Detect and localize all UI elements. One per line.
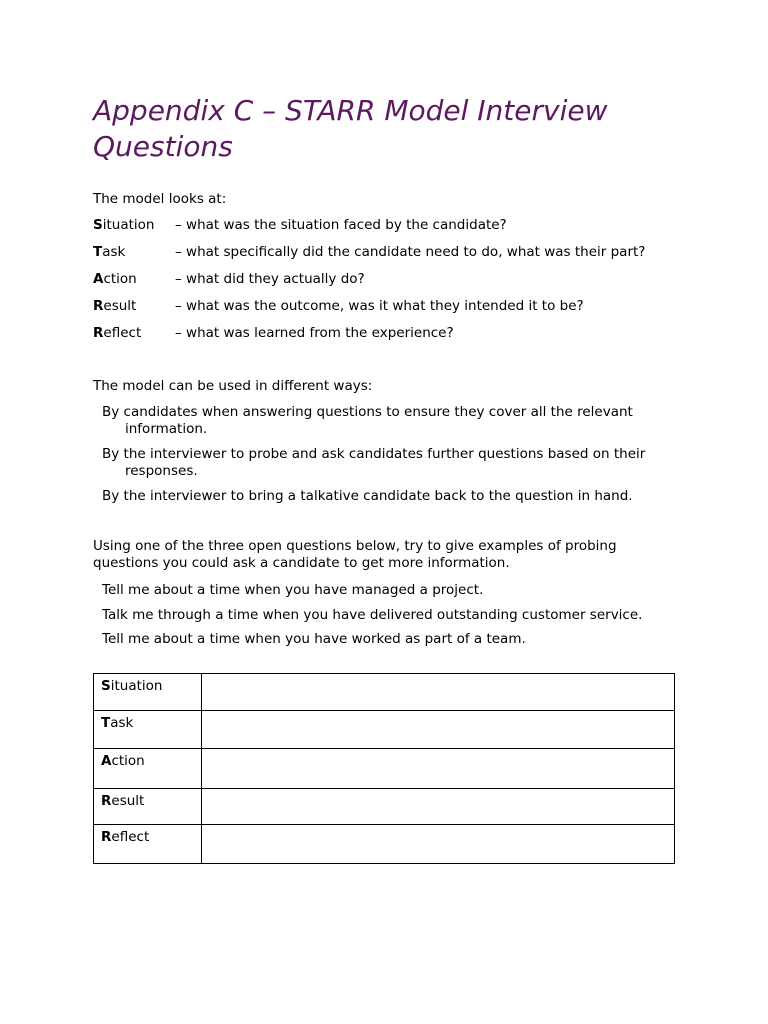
label-rest: ask: [110, 715, 134, 731]
answer-cell[interactable]: [202, 749, 675, 789]
row-label: [94, 749, 202, 789]
label-initial: R: [101, 793, 112, 809]
starr-term: [93, 270, 175, 288]
starr-term: [93, 216, 175, 234]
starr-row-reflect: [93, 324, 693, 351]
starr-description: – what was the situation faced by the candidate?: [175, 217, 507, 233]
row-label: [94, 674, 202, 711]
label-rest: ituation: [110, 678, 163, 694]
answer-cell[interactable]: [202, 711, 675, 749]
list-item: By candidates when answering questions to ensure they cover all the relevant information.: [102, 404, 633, 437]
starr-row-situation: [93, 216, 693, 243]
starr-description: – what was the outcome, was it what they intended it to be?: [175, 298, 584, 314]
starr-term: [93, 243, 175, 261]
model-intro: The model looks at:: [93, 191, 227, 207]
starr-term: [93, 324, 175, 342]
term-rest: eflect: [103, 325, 142, 341]
term-initial: R: [93, 325, 104, 341]
list-item: Tell me about a time when you have worked as part of a team.: [102, 631, 526, 647]
starr-row-action: [93, 270, 693, 297]
starr-term: [93, 297, 175, 315]
starr-description: – what was learned from the experience?: [175, 325, 454, 341]
term-rest: ask: [102, 244, 126, 260]
starr-description: – what did they actually do?: [175, 271, 365, 287]
term-initial: A: [93, 271, 104, 287]
list-item: By the interviewer to probe and ask candidates further questions based on their responses.: [102, 446, 646, 479]
term-rest: esult: [103, 298, 137, 314]
term-initial: R: [93, 298, 104, 314]
label-rest: esult: [111, 793, 145, 809]
table-row: [94, 711, 675, 749]
starr-description: – what specifically did the candidate need to do, what was their part?: [175, 244, 646, 260]
label-initial: R: [101, 829, 112, 845]
table-row: [94, 825, 675, 864]
term-rest: ituation: [102, 217, 155, 233]
ways-list: [102, 404, 682, 513]
open-questions-list: [102, 582, 692, 656]
term-rest: ction: [103, 271, 137, 287]
starr-row-task: [93, 243, 693, 270]
term-initial: T: [93, 244, 103, 260]
starr-worksheet-table: [93, 673, 675, 864]
list-item: Talk me through a time when you have delivered outstanding customer service.: [102, 606, 643, 623]
starr-row-result: [93, 297, 693, 324]
answer-cell[interactable]: [202, 789, 675, 825]
list-item: By the interviewer to bring a talkative candidate back to the question in hand.: [102, 488, 633, 504]
table-row: [94, 749, 675, 789]
term-initial: S: [93, 217, 103, 233]
page-title: Appendix C – STARR Model Interview Questions: [93, 94, 608, 163]
label-initial: S: [101, 678, 111, 694]
row-label: [94, 825, 202, 864]
label-rest: eflect: [111, 829, 150, 845]
probing-intro: Using one of the three open questions below, try to give examples of probing questions you could ask a candidate to get more information.: [93, 538, 617, 571]
row-label: [94, 711, 202, 749]
table-row: [94, 674, 675, 711]
starr-definition-list: [93, 216, 693, 351]
label-initial: T: [101, 715, 111, 731]
answer-cell[interactable]: [202, 674, 675, 711]
ways-intro: The model can be used in different ways:: [93, 378, 373, 394]
answer-cell[interactable]: [202, 825, 675, 864]
table-row: [94, 789, 675, 825]
row-label: [94, 789, 202, 825]
label-initial: A: [101, 753, 112, 769]
list-item: Tell me about a time when you have managed a project.: [102, 582, 484, 598]
label-rest: ction: [111, 753, 145, 769]
